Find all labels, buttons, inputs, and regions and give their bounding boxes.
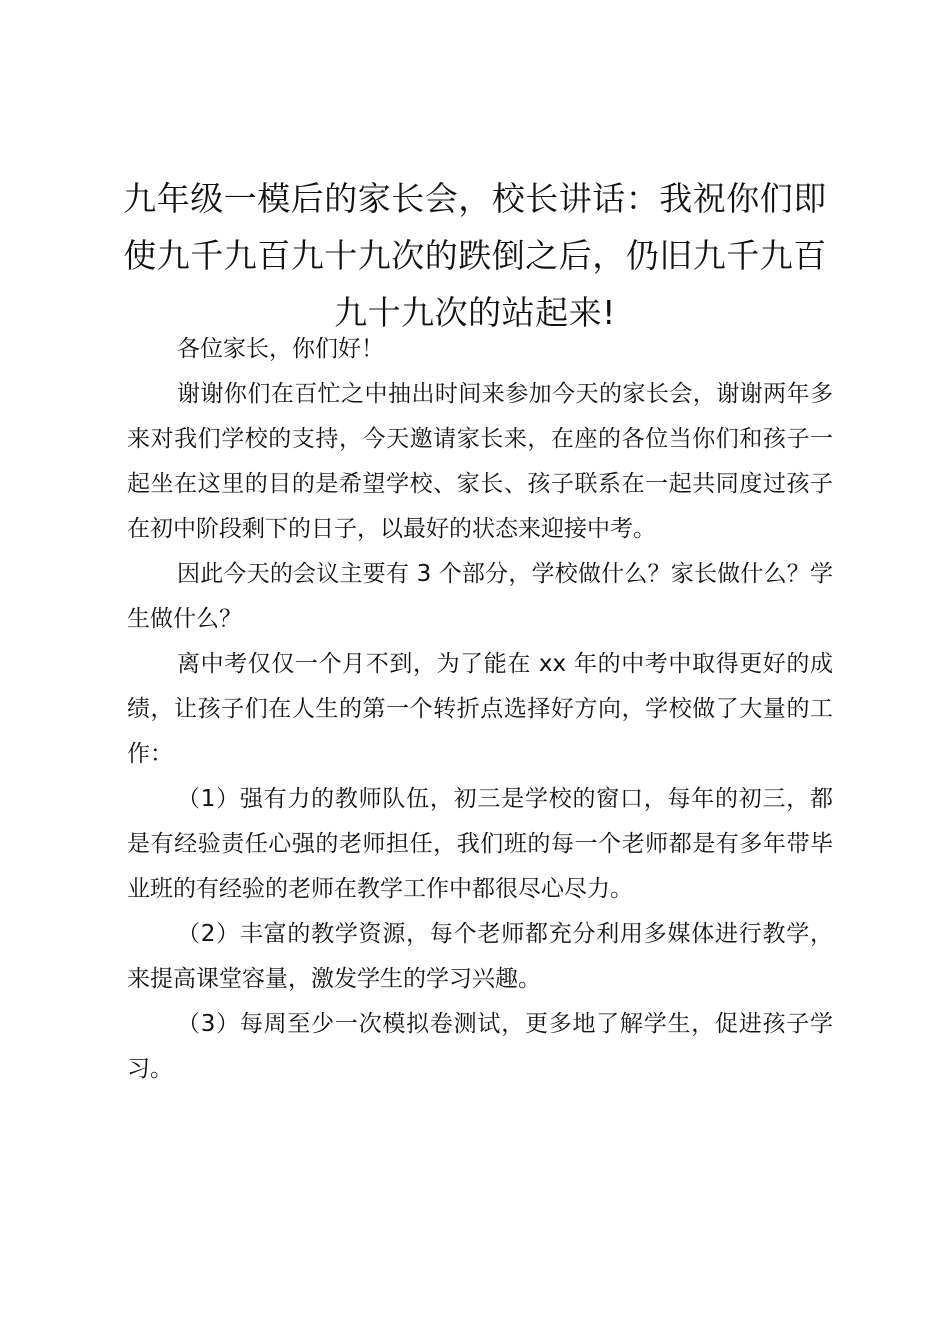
list-item-resources: （2）丰富的教学资源，每个老师都充分利用多媒体进行教学，来提高课堂容量，激发学生的学习兴趣。 [127,921,833,992]
document-title: 九年级一模后的家长会，校长讲话：我祝你们即使九千九百九十九次的跌倒之后，仍旧九千九百九十九次的站起来! [123,179,827,332]
list-item-tests: （3）每周至少一次模拟卷测试，更多地了解学生，促进孩子学习。 [127,1011,833,1082]
thanks-paragraph: 谢谢你们在百忙之中抽出时间来参加今天的家长会，谢谢两年多来对我们学校的支持，今天邀请家长来，在座的各位当你们和孩子一起坐在这里的目的是希望学校、家长、孩子联系在一起共同度过孩子在初中阶段剩下的日子，以最好的状态来迎接中考。 [127,381,833,542]
document-body [127,327,833,1092]
greeting-paragraph: 各位家长，你们好！ [177,336,384,362]
school-work-paragraph: 离中考仅仅一个月不到，为了能在 xx 年的中考中取得更好的成绩，让孩子们在人生的第一个转折点选择好方向，学校做了大量的工作： [127,651,833,767]
list-item-teachers: （1）强有力的教师队伍，初三是学校的窗口，每年的初三，都是有经验责任心强的老师担任，我们班的每一个老师都是有多年带毕业班的有经验的老师在教学工作中都很尽心尽力。 [127,786,833,902]
agenda-paragraph: 因此今天的会议主要有 3 个部分，学校做什么？家长做什么？学生做什么？ [127,561,833,632]
